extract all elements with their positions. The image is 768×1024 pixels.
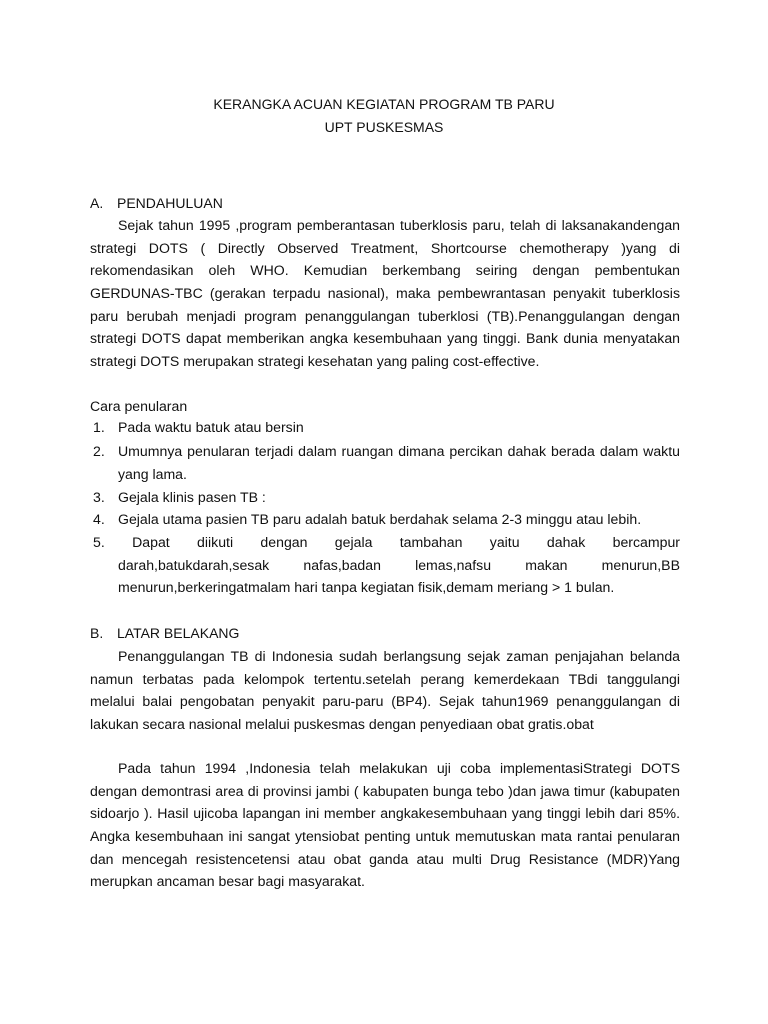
section-a-heading bbox=[90, 195, 223, 211]
list-item-number: 3. bbox=[93, 489, 105, 505]
section-b-letter: B. bbox=[90, 625, 104, 641]
section-b-paragraph-1: Penanggulangan TB di Indonesia sudah berlangsung sejak zaman penjajahan belanda namun terbatas pada kelompok tertentu.setelah perang kemerdekaan TBdi tanggulangi melalui balai pengobatan penyakit paru-paru (BP4). Sejak tahun1969 penanggulangan di lakukan secara nasional melalui puskesmas dengan penyediaan obat gratis.obat bbox=[90, 648, 680, 732]
section-a-subheading: Cara penularan bbox=[90, 398, 188, 414]
section-a-title: PENDAHULUAN bbox=[117, 195, 223, 211]
list-item-text: Dapat diikuti dengan gejala tambahan yaitu dahak bercampur bbox=[132, 534, 680, 550]
list-item-1 bbox=[90, 416, 680, 439]
list-item-text: Gejala klinis pasen TB : bbox=[118, 489, 266, 505]
list-item-2 bbox=[90, 440, 680, 485]
list-item-number: 1. bbox=[93, 419, 105, 435]
list-item-continuation: darah,batukdarah,sesak nafas,badan lemas,nafsu makan menurun,BB menurun,berkeringatmalam hari tanpa kegiatan fisik,demam meriang > 1 bulan. bbox=[118, 556, 680, 596]
list-item-text: Umumnya penularan terjadi dalam ruangan dimana percikan dahak berada dalam waktu yang lama. bbox=[118, 443, 680, 482]
list-item-number: 5. bbox=[93, 534, 105, 550]
list-item-3 bbox=[90, 486, 680, 509]
list-item-number: 4. bbox=[93, 511, 105, 527]
list-item-5 bbox=[90, 531, 680, 599]
document-title-line-1: KERANGKA ACUAN KEGIATAN PROGRAM TB PARU bbox=[213, 96, 555, 112]
document-title-line-2: UPT PUSKESMAS bbox=[324, 119, 444, 135]
section-a-paragraph: Sejak tahun 1995 ,program pemberantasan tuberklosis paru, telah di laksanakandengan strategi DOTS ( Directly Observed Treatment, Shortcourse chemotherapy )yang di rekomendasikan oleh WHO. Kemudian berkembang seiring dengan pembentukan GERDUNAS-TBC (gerakan terpadu nasional), maka pembewrantasan penyakit tuberklosis paru berubah menjadi program penanggulangan tuberklosi (TB).Penanggulangan dengan strategi DOTS dapat memberikan angka kesembuhaan yang tinggi. Bank dunia menyatakan strategi DOTS merupakan strategi kesehatan yang paling cost-effective. bbox=[90, 217, 680, 369]
list-item-text: Pada waktu batuk atau bersin bbox=[118, 419, 304, 435]
list-item-4 bbox=[90, 508, 680, 531]
section-b-paragraph-2: Pada tahun 1994 ,Indonesia telah melakukan uji coba implementasiStrategi DOTS dengan demontrasi area di provinsi jambi ( kabupaten bunga tebo )dan jawa timur (kabupaten sidoarjo ). Hasil ujicoba lapangan ini member angkakesembuhaan yang tinggi lebih dari 85%. Angka kesembuhaan ini sangat ytensiobat penting untuk memutuskan mata rantai penularan dan mencegah resistencetensi atau obat ganda atau multi Drug Resistance (MDR)Yang merupkan ancaman besar bagi masyarakat. bbox=[90, 760, 680, 890]
section-b-title: LATAR BELAKANG bbox=[117, 625, 240, 641]
list-item-number: 2. bbox=[93, 443, 105, 459]
section-a-letter: A. bbox=[90, 195, 104, 211]
list-item-first-line bbox=[93, 531, 680, 554]
list-item-text: Gejala utama pasien TB paru adalah batuk berdahak selama 2-3 minggu atau lebih. bbox=[118, 511, 642, 527]
section-b-heading bbox=[90, 625, 239, 641]
